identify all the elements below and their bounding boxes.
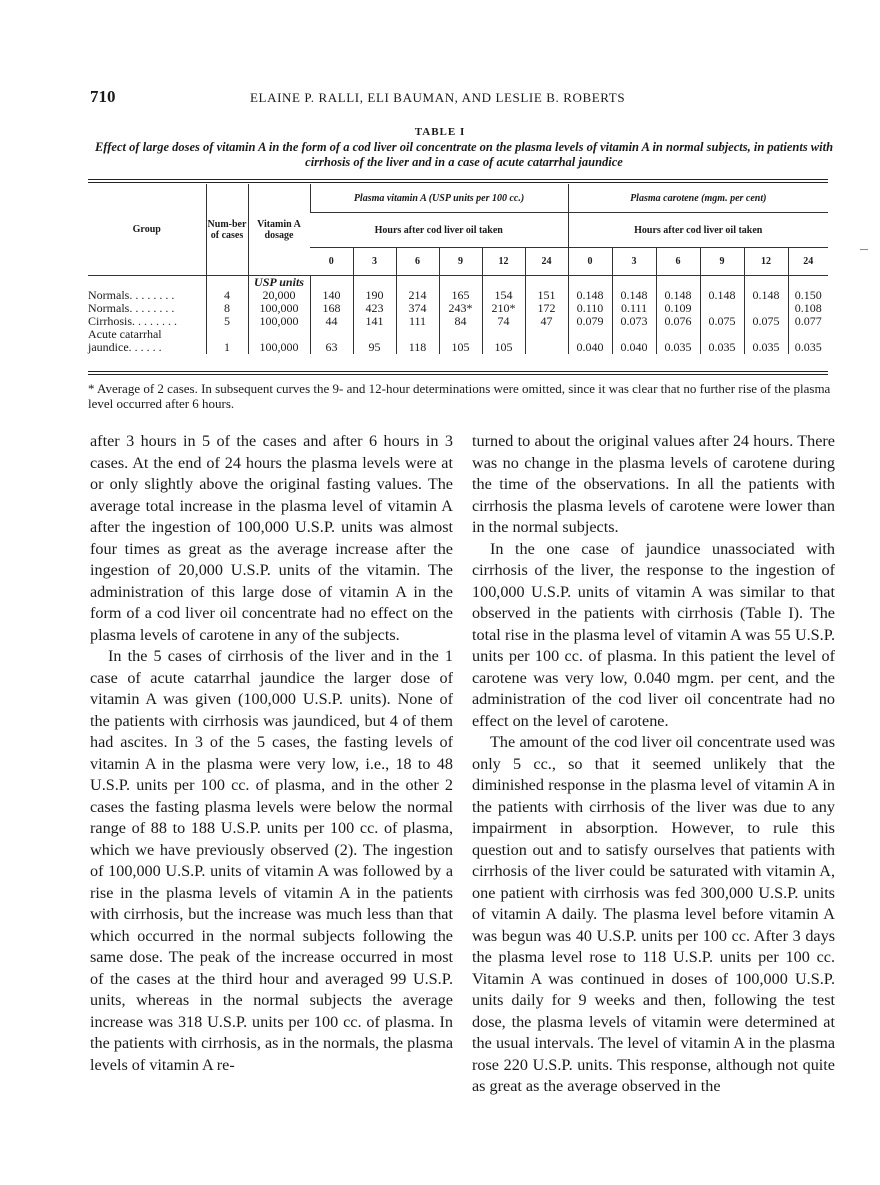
- dosage-cell: 100,000: [248, 302, 310, 315]
- vitamin-a-cell: 154: [482, 289, 525, 302]
- vitamin-hour-header: 6: [396, 248, 439, 276]
- carotene-hour-header: 12: [744, 248, 788, 276]
- header-hours-vitamin: Hours after cod liver oil taken: [310, 213, 568, 248]
- table-top-rule-2: [88, 182, 828, 183]
- carotene-cell: 0.148: [700, 289, 744, 302]
- number-of-cases: 5: [206, 315, 248, 328]
- paragraph: The amount of the cod liver oil concentrate used was only 5 cc., so that it seemed unlikely that the diminished response in the plasma level of vitamin A in the patients with cirrhosis of the liver was due to any impairment in absorption. However, to rule this question out and to satisfy ourselves that patients with cirrhosis of the liver could be saturated with vitamin A, one patient with cirrhosis was fed 300,000 U.S.P. units of vitamin A daily. The plasma level before vitamin A was begun was 40 U.S.P. units per 100 cc. After 3 days the plasma level rose to 118 U.S.P. units per 100 cc. Vitamin A was continued in doses of 100,000 U.S.P. units daily for 9 weeks and then, following the test dose, the plasma levels of vitamin were determined at the usual intervals. The level of vitamin A in the plasma rose 220 U.S.P. units. This response, although not quite as great as the average observed in the: [472, 733, 835, 1095]
- carotene-cell: 0.148: [568, 289, 612, 302]
- vitamin-a-cell: 172: [525, 302, 568, 315]
- vitamin-a-cell: 151: [525, 289, 568, 302]
- group-label: Normals. . . . . . . .: [88, 301, 175, 315]
- body-column-right: [472, 431, 835, 1098]
- table-bottom-rule: [88, 371, 828, 372]
- vitamin-a-cell: 168: [310, 302, 353, 315]
- carotene-cell: 0.077: [788, 315, 828, 328]
- carotene-cell: 0.035: [700, 341, 744, 354]
- carotene-cell: 0.035: [656, 341, 700, 354]
- group-label: Normals. . . . . . . .: [88, 288, 175, 302]
- dosage-cell: 20,000: [248, 289, 310, 302]
- vitamin-a-cell: 214: [396, 289, 439, 302]
- dosage-cell: 100,000: [248, 315, 310, 328]
- table-row: [88, 341, 828, 354]
- dosage-cell: 100,000: [248, 341, 310, 354]
- carotene-cell: 0.111: [612, 302, 656, 315]
- paragraph: after 3 hours in 5 of the cases and after 6 hours in 3 cases. At the end of 24 hours the plasma levels were at or only slightly above the original fasting values. The average total increase in the plasma level of vitamin A after the ingestion of 100,000 U.S.P. units was almost four times as great as the average increase after the ingestion of 20,000 U.S.P. units of the vitamin. The administration of this large dose of vitamin A in the form of a cod liver oil concentrate had no effect on the plasma levels of carotene in any of the subjects.: [90, 432, 453, 644]
- carotene-cell: 0.148: [612, 289, 656, 302]
- vitamin-a-cell: 141: [353, 315, 396, 328]
- vitamin-hour-header: 12: [482, 248, 525, 276]
- carotene-cell: 0.108: [788, 302, 828, 315]
- vitamin-hour-header: 9: [439, 248, 482, 276]
- header-hours-carotene: Hours after cod liver oil taken: [568, 213, 828, 248]
- vitamin-a-cell: 374: [396, 302, 439, 315]
- vitamin-a-cell: 243*: [439, 302, 482, 315]
- table-caption: Effect of large doses of vitamin A in the form of a cod liver oil concentrate on the plasma levels of vitamin A in normal subjects, in patients with cirrhosis of the liver and in a case of acute catarrhal jaundice: [94, 140, 834, 169]
- vitamin-hour-header: 0: [310, 248, 353, 276]
- carotene-cell: 0.035: [788, 341, 828, 354]
- carotene-cell: 0.076: [656, 315, 700, 328]
- page-number: 710: [90, 87, 116, 106]
- carotene-cell: 0.073: [612, 315, 656, 328]
- carotene-hour-header: 3: [612, 248, 656, 276]
- group-label: Cirrhosis. . . . . . . .: [88, 314, 178, 328]
- vitamin-a-cell: 47: [525, 315, 568, 328]
- running-head: ELAINE P. RALLI, ELI BAUMAN, AND LESLIE B. ROBERTS: [250, 90, 626, 105]
- vitamin-a-cell: 190: [353, 289, 396, 302]
- vitamin-a-cell: 118: [396, 341, 439, 354]
- margin-mark: [860, 249, 868, 250]
- vitamin-a-cell: 84: [439, 315, 482, 328]
- carotene-cell: 0.035: [744, 341, 788, 354]
- body-column-left: [90, 431, 453, 1076]
- carotene-cell: 0.109: [656, 302, 700, 315]
- header-dosage: Vitamin A dosage: [248, 184, 310, 276]
- carotene-hour-header: 6: [656, 248, 700, 276]
- carotene-cell: 0.040: [612, 341, 656, 354]
- vitamin-a-cell: [525, 341, 568, 354]
- paragraph: In the one case of jaundice unassociated with cirrhosis of the liver, the response to the ingestion of 100,000 U.S.P. units of vitamin A was similar to that observed in the patients with cirrhosis (Table I). The total rise in the plasma level of vitamin A was 55 U.S.P. units per 100 cc. of plasma. In this patient the level of carotene was very low, 0.040 mgm. per cent, and the administration of the cod liver oil concentrate had no effect on the level of carotene.: [472, 539, 835, 730]
- vitamin-hour-header: 24: [525, 248, 568, 276]
- header-plasma-carotene: Plasma carotene (mgm. per cent): [568, 184, 828, 213]
- group-label-line1: Acute catarrhal: [88, 327, 162, 341]
- number-of-cases: 4: [206, 289, 248, 302]
- carotene-hour-header: 0: [568, 248, 612, 276]
- paragraph: In the 5 cases of cirrhosis of the liver and in the 1 case of acute catarrhal jaundice the larger dose of vitamin A was given (100,000 U.S.P. units). None of the patients with cirrhosis was jaundiced, but 4 of them had ascites. In 3 of the 5 cases, the fasting levels of vitamin A in the plasma were very low, i.e., 18 to 48 U.S.P. units per 100 cc. of plasma, and in the other 2 cases the fasting plasma levels were below the normal range of 88 to 188 U.S.P. units per 100 cc. of plasma, which we have previously observed (2). The ingestion of 100,000 U.S.P. units of vitamin A was followed by a rise in the plasma levels of vitamin A in the patients with cirrhosis, but the increase was much less than that which occurred in the normal subjects following the same dose. The peak of the increase occurred in most of the cases at the third hour and averaged 99 U.S.P. units, whereas in the normal subjects the average increase was 318 U.S.P. units per 100 cc. of plasma. In the patients with cirrhosis, as in the normals, the plasma levels of vitamin A re-: [90, 647, 453, 1074]
- vitamin-a-cell: 74: [482, 315, 525, 328]
- header-group: Group: [88, 184, 206, 276]
- table-bottom-rule-2: [88, 374, 828, 375]
- header-plasma-vitamin-a: Plasma vitamin A (USP units per 100 cc.): [310, 184, 568, 213]
- carotene-cell: 0.148: [744, 289, 788, 302]
- carotene-cell: 0.075: [700, 315, 744, 328]
- vitamin-a-cell: 423: [353, 302, 396, 315]
- number-of-cases: 1: [206, 341, 248, 354]
- vitamin-a-cell: 95: [353, 341, 396, 354]
- vitamin-a-cell: 105: [482, 341, 525, 354]
- carotene-cell: 0.148: [656, 289, 700, 302]
- carotene-cell: 0.079: [568, 315, 612, 328]
- carotene-hour-header: 24: [788, 248, 828, 276]
- units-spacer: [206, 276, 248, 290]
- table-row: [88, 315, 828, 328]
- table-footnote: * Average of 2 cases. In subsequent curves the 9- and 12-hour determinations were omitted, since it was clear that no further rise of the plasma level occurred after 6 hours.: [88, 381, 831, 411]
- carotene-cell: 0.040: [568, 341, 612, 354]
- table-label: TABLE I: [414, 126, 466, 138]
- vitamin-a-cell: 111: [396, 315, 439, 328]
- units-label: USP units: [248, 276, 310, 290]
- vitamin-a-cell: 165: [439, 289, 482, 302]
- vitamin-hour-header: 3: [353, 248, 396, 276]
- vitamin-a-cell: 63: [310, 341, 353, 354]
- group-label: jaundice. . . . . .: [88, 340, 162, 354]
- table-top-rule: [88, 179, 828, 180]
- vitamin-a-cell: 140: [310, 289, 353, 302]
- vitamin-a-cell: 44: [310, 315, 353, 328]
- carotene-hour-header: 9: [700, 248, 744, 276]
- data-table: [88, 184, 828, 354]
- carotene-cell: 0.075: [744, 315, 788, 328]
- number-of-cases: 8: [206, 302, 248, 315]
- vitamin-a-cell: 105: [439, 341, 482, 354]
- carotene-cell: 0.110: [568, 302, 612, 315]
- paragraph: turned to about the original values after 24 hours. There was no change in the plasma levels of carotene during the time of the observations. In all the patients with cirrhosis the plasma levels of carotene were lower than in the normal subjects.: [472, 432, 835, 536]
- units-spacer: [88, 276, 206, 290]
- header-number-of-cases: Num-ber of cases: [206, 184, 248, 276]
- vitamin-a-cell: 210*: [482, 302, 525, 315]
- carotene-cell: 0.150: [788, 289, 828, 302]
